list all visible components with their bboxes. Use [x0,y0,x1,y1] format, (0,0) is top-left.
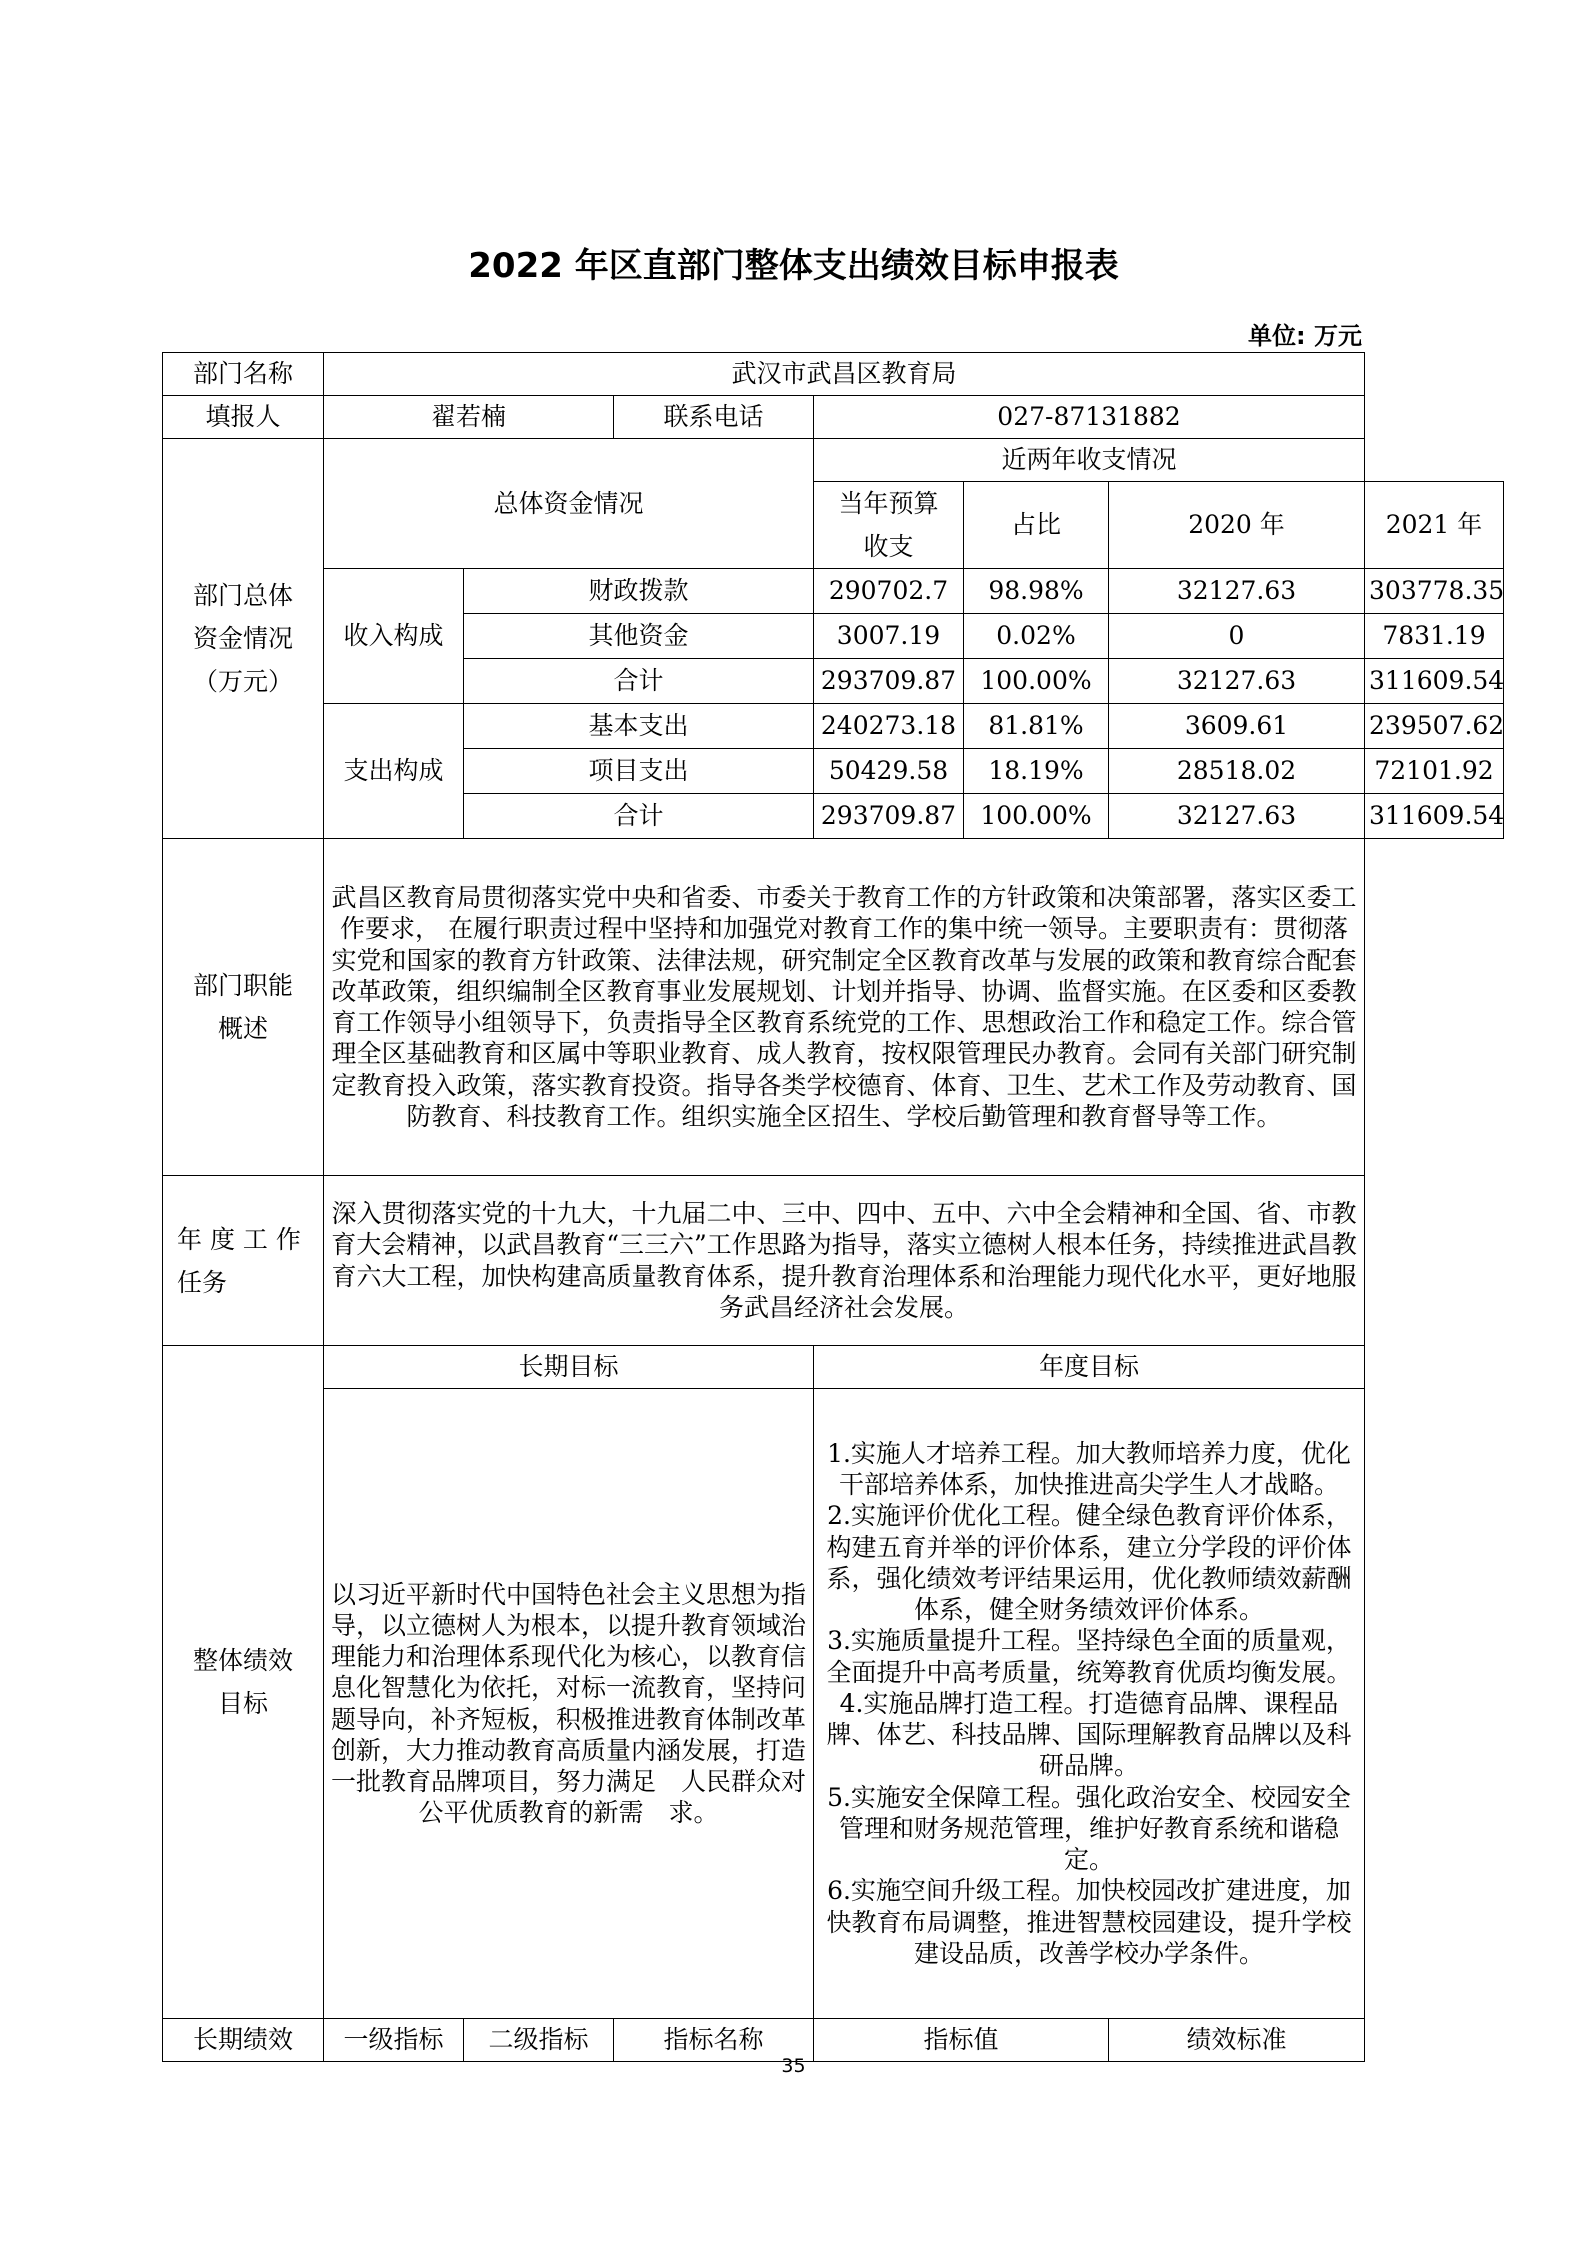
annual-goal-item: 5.实施安全保障工程。强化政治安全、校园安全管理和财务规范管理，维护好教育系统和谐稳定。 [827,1782,1351,1875]
annual-goal-header: 年度目标 [814,1346,1365,1389]
long-term-goal-text: 以习近平新时代中国特色社会主义思想为指导，以立德树人为根本，以提升教育领域治理能力和治理体系现代化为核心，以教育信息化智慧化为依托，对标一流教育，坚持问题导向，补齐短板，积极推进教育体制改革创新，大力推动教育高质量内涵发展，打造一批教育品牌项目，努力满足 人民群众对公平优质教育的新需 求。 [324,1389,814,2019]
funds-section-label: 部门总体资金情况（万元） [163,439,324,839]
long-term-performance-label: 长期绩效 [163,2019,324,2062]
dept-name-label: 部门名称 [163,353,324,396]
page-number: 35 [781,2055,806,2077]
income-2021: 7831.19 [1365,614,1504,659]
expense-name: 合计 [464,794,814,839]
unit-label: 单位: 万元 [1248,322,1362,350]
annual-task-text: 深入贯彻落实党的十九大，十九届二中、三中、四中、五中、六中全会精神和全国、省、市教育大会精神，以武昌教育“三三六”工作思路为指导，落实立德树人根本任务，持续推进武昌教育六大工程，加快构建高质量教育体系，提升教育治理体系和治理能力现代化水平，更好地服务武昌经济社会发展。 [324,1176,1365,1346]
recent-two-years-label: 近两年收支情况 [814,439,1365,482]
page-title: 2022 年区直部门整体支出绩效目标申报表 [468,246,1119,286]
income-budget: 293709.87 [814,659,964,704]
annual-task-label: 年 度 工 作任务 [163,1176,324,1346]
income-name: 合计 [464,659,814,704]
income-2020: 32127.63 [1109,569,1365,614]
col-ratio-header: 占比 [964,482,1109,569]
expense-name: 项目支出 [464,749,814,794]
col-budget-header: 当年预算收支 [814,482,964,569]
expense-budget: 50429.58 [814,749,964,794]
long-term-goal-header: 长期目标 [324,1346,814,1389]
income-ratio: 98.98% [964,569,1109,614]
expense-budget: 240273.18 [814,704,964,749]
expense-2021: 72101.92 [1365,749,1504,794]
expense-2021: 239507.62 [1365,704,1504,749]
income-2021: 303778.35 [1365,569,1504,614]
col-2021-header: 2021 年 [1365,482,1504,569]
level1-indicator-header: 一级指标 [324,2019,464,2062]
dept-name-value: 武汉市武昌区教育局 [324,353,1365,396]
filler-value: 翟若楠 [324,396,614,439]
income-2021: 311609.54 [1365,659,1504,704]
overall-funds-label: 总体资金情况 [324,439,814,569]
phone-label: 联系电话 [614,396,814,439]
indicator-name-header: 指标名称 [614,2019,814,2062]
annual-goal-item: 6.实施空间升级工程。加快校园改扩建进度，加快教育布局调整，推进智慧校园建设，提升学校建设品质，改善学校办学条件。 [826,1876,1352,1968]
functions-label: 部门职能概述 [163,839,324,1176]
expense-ratio: 18.19% [964,749,1109,794]
expense-2020: 3609.61 [1109,704,1365,749]
functions-text: 武昌区教育局贯彻落实党中央和省委、市委关于教育工作的方针政策和决策部署，落实区委工作要求， 在履行职责过程中坚持和加强党对教育工作的集中统一领导。主要职责有：贯彻落实党和国家的教育方针政策、法律法规，研究制定全区教育改革与发展的政策和教育综合配套改革政策，组织编制全区教育事业发展规划、计划并指导、协调、监督实施。在区委和区委教育工作领导小组领导下，负责指导全区教育系统党的工作、思想政治工作和稳定工作。综合管理全区基础教育和区属中等职业教育、成人教育，按权限管理民办教育。会同有关部门研究制定教育投入政策，落实教育投资。指导各类学校德育、体育、卫生、艺术工作及劳动教育、国防教育、科技教育工作。组织实施全区招生、学校后勤管理和教育督导等工作。 [324,839,1365,1176]
income-name: 其他资金 [464,614,814,659]
annual-goal-item: 4.实施品牌打造工程。打造德育品牌、课程品牌、体艺、科技品牌、国际理解教育品牌以及科研品牌。 [826,1688,1352,1781]
expense-2021: 311609.54 [1365,794,1504,839]
performance-form-table [162,352,1504,2062]
income-budget: 3007.19 [814,614,964,659]
expense-ratio: 81.81% [964,704,1109,749]
income-name: 财政拨款 [464,569,814,614]
expense-2020: 28518.02 [1109,749,1365,794]
annual-goal-item: 3.实施质量提升工程。坚持绿色全面的质量观，全面提升中高考质量，统筹教育优质均衡发展。 [826,1626,1352,1687]
income-ratio: 0.02% [964,614,1109,659]
expense-budget: 293709.87 [814,794,964,839]
annual-goal-item: 2.实施评价优化工程。健全绿色教育评价体系，构建五育并举的评价体系，建立分学段的评价体系，强化绩效考评结果运用，优化教师绩效薪酬体系，健全财务绩效评价体系。 [826,1501,1352,1625]
income-ratio: 100.00% [964,659,1109,704]
performance-label: 整体绩效目标 [163,1346,324,2019]
level2-indicator-header: 二级指标 [464,2019,614,2062]
expense-name: 基本支出 [464,704,814,749]
annual-goal-item: 1.实施人才培养工程。加大教师培养力度，优化干部培养体系，加快推进高尖学生人才战略。 [827,1438,1351,1500]
filler-label: 填报人 [163,396,324,439]
annual-goal-list [814,1389,1365,2019]
col-2020-header: 2020 年 [1109,482,1365,569]
performance-standard-header: 绩效标准 [1109,2019,1365,2062]
expense-2020: 32127.63 [1109,794,1365,839]
income-budget: 290702.7 [814,569,964,614]
phone-value: 027-87131882 [814,396,1365,439]
income-2020: 32127.63 [1109,659,1365,704]
expense-label: 支出构成 [324,704,464,839]
income-2020: 0 [1109,614,1365,659]
expense-ratio: 100.00% [964,794,1109,839]
indicator-value-header: 指标值 [814,2019,1109,2062]
income-label: 收入构成 [324,569,464,704]
